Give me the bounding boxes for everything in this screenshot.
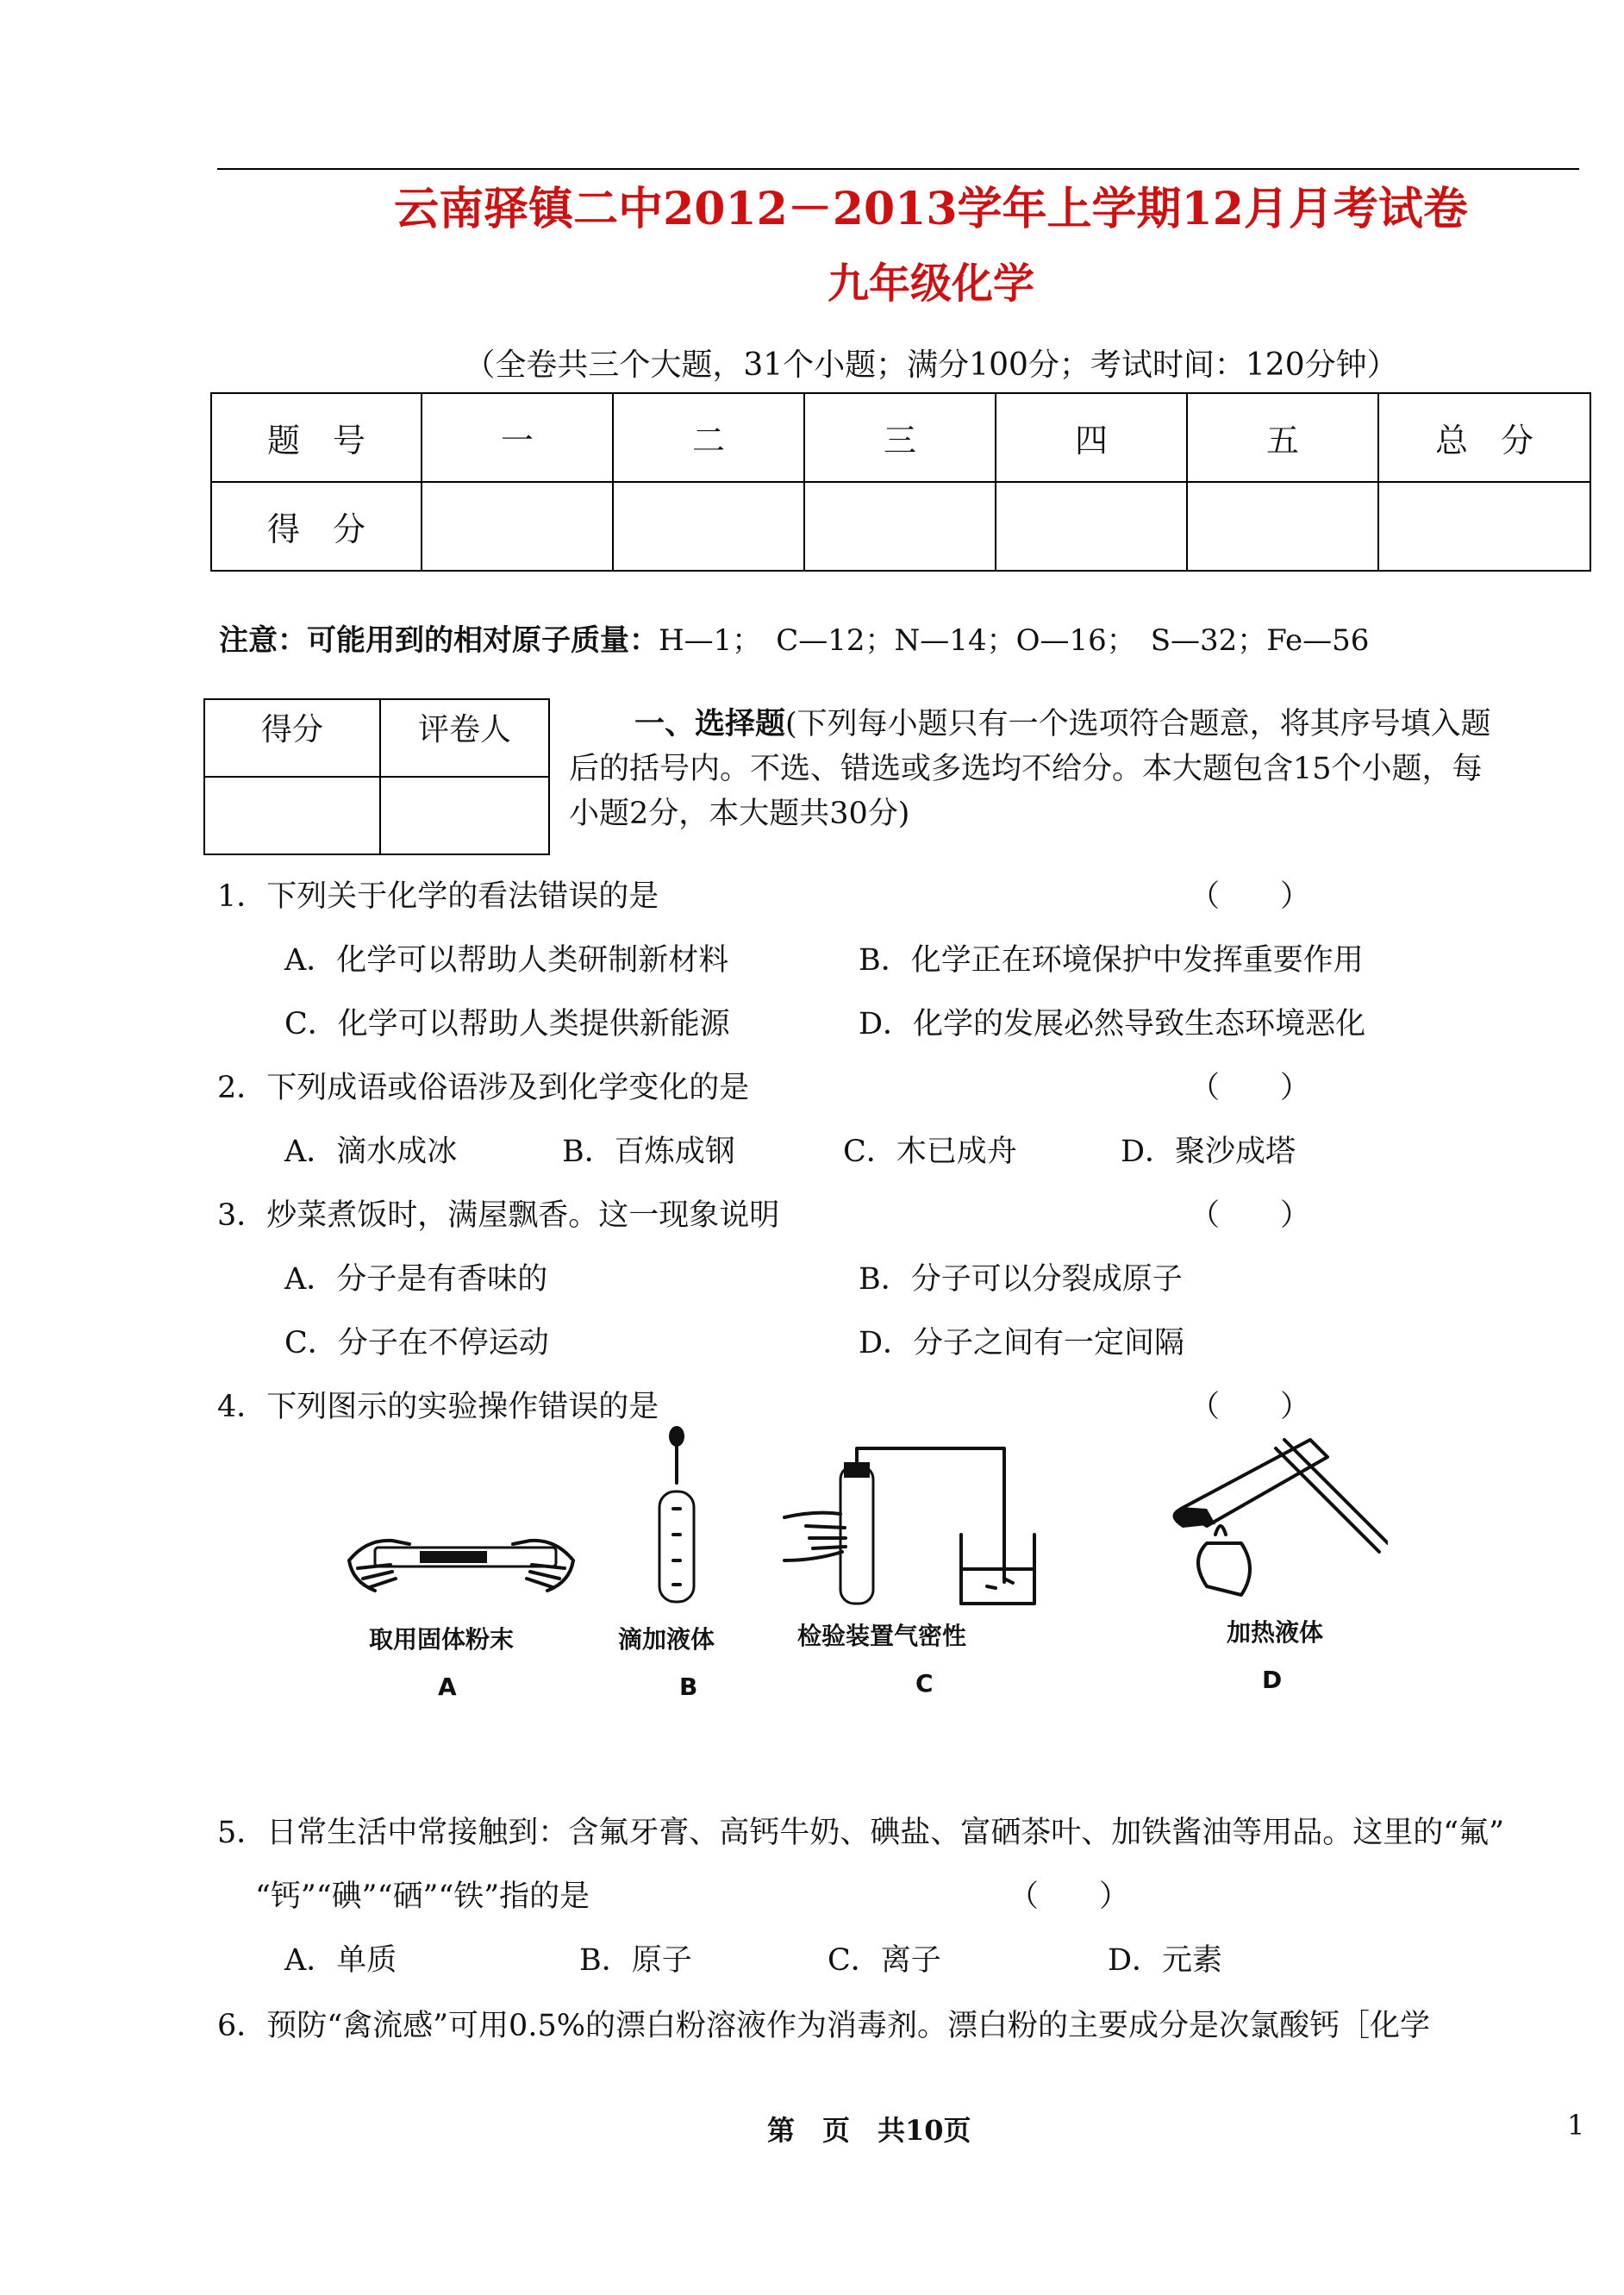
question-5-continued: “钙”“碘”“硒”“铁”指的是 <box>255 1879 590 1914</box>
q2-option-a: A．滴水成冰 <box>284 1135 458 1169</box>
page-number: 1 <box>1567 2109 1585 2142</box>
q5-option-a: A．单质 <box>284 1943 397 1978</box>
section1-heading: 一、选择题 <box>634 706 786 741</box>
answer-paren-1[interactable]: （ ） <box>1190 879 1311 914</box>
figure-d-heating-illustration <box>1146 1414 1388 1612</box>
top-rule <box>217 168 1579 170</box>
q5-option-b: B．原子 <box>579 1943 692 1978</box>
score-table-header-row <box>211 393 1590 482</box>
answer-paren-4[interactable]: （ ） <box>1190 1390 1311 1424</box>
figure-a-letter: A <box>438 1673 457 1701</box>
score-table-score-row <box>211 482 1590 571</box>
question-6: 6．预防“禽流感”可用0.5%的漂白粉溶液作为消毒剂。漂白粉的主要成分是次氯酸钙［化学 <box>217 2009 1430 2043</box>
score-header-cell: 题 号 <box>211 393 422 482</box>
question-3: 3．炒菜煮饭时，满屋飘香。这一现象说明 <box>217 1198 780 1233</box>
figure-d-letter: D <box>1262 1666 1283 1694</box>
score-header-cell: 一 <box>422 393 613 482</box>
score-table <box>210 392 1591 572</box>
answer-paren-5[interactable]: （ ） <box>1009 1879 1130 1914</box>
question-2: 2．下列成语或俗语涉及到化学变化的是 <box>217 1071 750 1105</box>
page-footer: 第 页 共10页 <box>767 2114 971 2147</box>
score-header-cell: 三 <box>804 393 996 482</box>
exam-info: （全卷共三个大题，31个小题；满分100分；考试时间：120分钟） <box>464 347 1398 383</box>
exam-subject: 九年级化学 <box>827 260 1034 308</box>
exam-title: 云南驿镇二中2012－2013学年上学期12月月考试卷 <box>394 183 1468 235</box>
grader-table <box>203 698 550 855</box>
q3-option-a: A．分子是有香味的 <box>284 1262 548 1297</box>
q5-option-d: D．元素 <box>1108 1943 1223 1978</box>
score-cell[interactable] <box>422 482 613 571</box>
figure-a-label: 取用固体粉末 <box>369 1625 515 1654</box>
note-label: 注意：可能用到的相对原子质量： <box>219 623 659 658</box>
figure-c-label: 检验装置气密性 <box>797 1622 967 1650</box>
q1-option-b: B．化学正在环境保护中发挥重要作用 <box>859 943 1364 978</box>
q2-option-c: C．木已成舟 <box>843 1135 1017 1169</box>
q2-option-d: D．聚沙成塔 <box>1121 1135 1296 1169</box>
q5-option-c: C．离子 <box>828 1943 941 1978</box>
answer-paren-3[interactable]: （ ） <box>1190 1198 1311 1233</box>
figure-d-label: 加热液体 <box>1227 1618 1324 1647</box>
question-5: 5．日常生活中常接触到：含氟牙膏、高钙牛奶、碘盐、富硒茶叶、加铁酱油等用品。这里的“氟” <box>217 1816 1505 1850</box>
grader-name-cell[interactable] <box>380 777 549 854</box>
q3-option-c: C．分子在不停运动 <box>284 1326 549 1360</box>
figure-b-dropper-illustration <box>642 1423 711 1612</box>
score-cell[interactable] <box>996 482 1187 571</box>
grader-name-header: 评卷人 <box>380 699 549 777</box>
q1-option-a: A．化学可以帮助人类研制新材料 <box>284 943 729 978</box>
question-4: 4．下列图示的实验操作错误的是 <box>217 1390 659 1424</box>
figure-a-powder-illustration <box>340 1513 582 1608</box>
atomic-mass-note <box>219 616 1369 659</box>
figure-b-label: 滴加液体 <box>618 1625 715 1654</box>
score-header-cell: 总 分 <box>1378 393 1590 482</box>
score-header-cell: 四 <box>996 393 1187 482</box>
figure-c-letter: C <box>915 1669 934 1698</box>
note-values: H—1； C—12；N—14；O—16； S—32；Fe—56 <box>659 623 1370 658</box>
grader-score-cell[interactable] <box>204 777 380 854</box>
question-1: 1．下列关于化学的看法错误的是 <box>217 879 659 914</box>
q1-option-d: D．化学的发展必然导致生态环境恶化 <box>859 1007 1366 1041</box>
q3-option-d: D．分子之间有一定间隔 <box>859 1326 1185 1360</box>
score-header-cell: 二 <box>613 393 804 482</box>
q2-option-b: B．百炼成钢 <box>562 1135 735 1169</box>
score-cell[interactable] <box>613 482 804 571</box>
grader-score-header: 得分 <box>204 699 380 777</box>
score-cell[interactable] <box>1187 482 1378 571</box>
score-row-label: 得 分 <box>211 482 422 571</box>
score-header-cell: 五 <box>1187 393 1378 482</box>
q3-option-b: B．分子可以分裂成原子 <box>859 1262 1183 1297</box>
figure-c-airtightness-illustration <box>780 1431 1039 1612</box>
score-cell[interactable] <box>804 482 996 571</box>
section1-instructions: 一、选择题(下列每小题只有一个选项符合题意，将其序号填入题 后的括号内。不选、错选或多选均不给分。本大题包含15个小题，每 小题2分，本大题共30分) <box>569 706 1491 831</box>
q1-option-c: C．化学可以帮助人类提供新能源 <box>284 1007 730 1041</box>
score-cell[interactable] <box>1378 482 1590 571</box>
figure-b-letter: B <box>679 1673 698 1701</box>
answer-paren-2[interactable]: （ ） <box>1190 1071 1311 1105</box>
